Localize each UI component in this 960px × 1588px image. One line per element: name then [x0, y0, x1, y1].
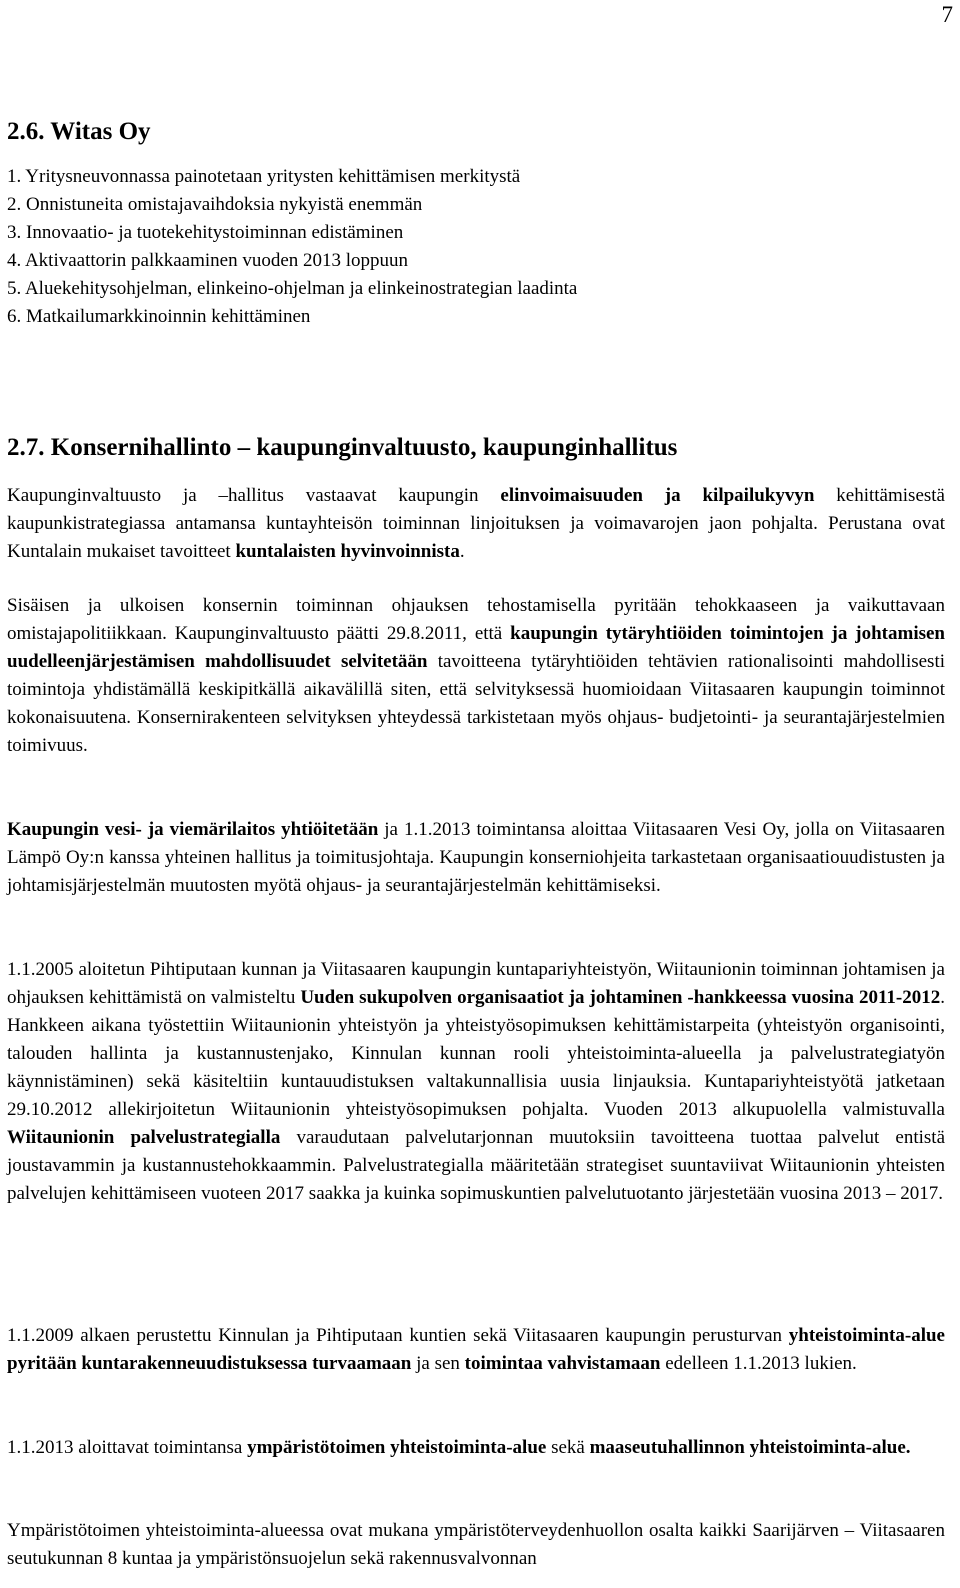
paragraph-konserniohjaus	[7, 592, 945, 760]
emphasis: maaseutuhallinnon yhteistoiminta-alue.	[589, 1437, 911, 1458]
emphasis: elinvoimaisuuden ja kilpailukyvyn	[500, 485, 815, 506]
list-item: 3. Innovaatio- ja tuotekehitystoiminnan edistäminen	[7, 222, 404, 243]
section-heading-konsernihallinto: 2.7. Konsernihallinto – kaupunginvaltuusto, kaupunginhallitus	[7, 433, 678, 461]
emphasis: Kaupungin vesi- ja viemärilaitos yhtiöitetään	[7, 819, 379, 840]
text-run: tavoitteena tytäryhtiöiden tehtävien rationalisointi mahdollisesti toimintoja yhdistämällä keskipitkällä aikavälillä siten, että selvityksessä huomioidaan Viitasaaren kaupungin toiminnot kokonaisuutena. Konsernirakenteen selvityksen yhteydessä tarkistetaan myös ohjaus- budjetointi- ja seurantajärjestelmien toimivuus.	[7, 651, 946, 756]
emphasis: kuntalaisten hyvinvoinnista	[235, 541, 460, 562]
emphasis: ympäristötoimen yhteistoiminta-alue	[247, 1437, 547, 1458]
text-run: 1.1.2013 aloittavat toimintansa	[7, 1437, 248, 1458]
paragraph-perusturva	[7, 1322, 945, 1378]
text-run: 1.1.2005 aloitetun Pihtiputaan kunnan ja Viitasaaren kaupungin kuntapariyhteistyön, Wiitaunionin toiminnan johtamisen ja ohjauksen kehittämistä on valmisteltu	[7, 959, 945, 1008]
emphasis: toimintaa vahvistamaan	[464, 1353, 661, 1374]
text-run: Ympäristötoimen yhteistoiminta-alueessa ovat mukana ympäristöterveydenhuollon osalta kaikki Saarijärven – Viitasaaren seutukunnan 8 kuntaa ja ympäristönsuojelun sekä rakennusvalvonnan	[7, 1520, 945, 1569]
paragraph-vesilaitos	[7, 816, 945, 900]
text-run: ja sen	[411, 1353, 465, 1374]
list-item: 5. Aluekehitysohjelman, elinkeino-ohjelman ja elinkeinostrategian laadinta	[7, 278, 578, 299]
list-item: 2. Onnistuneita omistajavaihdoksia nykyistä enemmän	[7, 194, 423, 215]
emphasis: Wiitaunionin palvelustrategialla	[7, 1127, 281, 1148]
goals-list	[7, 163, 577, 331]
list-item: 1. Yritysneuvonnassa painotetaan yritysten kehittämisen merkitystä	[7, 166, 521, 187]
list-item: 4. Aktivaattorin palkkaaminen vuoden 2013 loppuun	[7, 250, 409, 271]
text-run: edelleen 1.1.2013 lukien.	[660, 1353, 857, 1374]
emphasis: Uuden sukupolven organisaatiot ja johtaminen -hankkeessa vuosina 2011-2012	[300, 987, 941, 1008]
paragraph-ymparistotoimi	[7, 1517, 945, 1573]
section-heading-witas: 2.6. Witas Oy	[7, 117, 151, 145]
text-run: kehittämisestä kaupunkistrategiassa antamansa kuntayhteisön toiminnan linjoituksen ja voimavarojen jaon pohjalta. Perustana ovat Kuntalain mukaiset tavoitteet	[7, 485, 945, 562]
text-run: . Hankkeen aikana työstettiin Wiitaunionin yhteistyön ja yhteistyösopimuksen kehittämistarpeita (yhteistyön organisointi, talouden hallinta ja kustannustenjako, Kinnulan kunnan rooli yhteistoiminta-alueella ja palvelustrategiatyön käynnistäminen) sekä käsiteltiin kuntauudistuksen valtakunnallisia uusia linjauksia. Kuntapariyhteistyötä jatketaan 29.10.2012 allekirjoitetun Wiitaunionin yhteistyösopimuksen pohjalta. Vuoden 2013 alkupuolella valmistuvalla	[7, 987, 945, 1120]
text-run: sekä	[546, 1437, 590, 1458]
paragraph-yhteistoiminta-alueet	[7, 1434, 945, 1462]
text-run: Kaupunginvaltuusto ja –hallitus vastaavat kaupungin	[7, 485, 501, 506]
paragraph-elinvoima	[7, 482, 945, 566]
paragraph-wiitaunioni	[7, 956, 945, 1208]
text-run: .	[459, 541, 465, 562]
emphasis: yhteistoiminta-alue pyritään kuntarakenneuudistuksessa turvaamaan	[7, 1325, 945, 1374]
text-run: Sisäisen ja ulkoisen konsernin toiminnan ohjauksen tehostamisella pyritään tehokkaaseen ja vaikuttavaan omistajapolitiikkaan. Kaupunginvaltuusto päätti 29.8.2011, että	[7, 595, 945, 644]
list-item: 6. Matkailumarkkinoinnin kehittäminen	[7, 306, 311, 327]
text-run: 1.1.2009 alkaen perustettu Kinnulan ja Pihtiputaan kuntien sekä Viitasaaren kaupungin perusturvan	[7, 1325, 789, 1346]
text-run: ja 1.1.2013 toimintansa aloittaa Viitasaaren Vesi Oy, jolla on Viitasaaren Lämpö Oy:n kanssa yhteinen hallitus ja toimitusjohtaja. Kaupungin konserniohjeita tarkastetaan organisaatiouudistusten ja johtamisjärjestelmän muutosten myötä ohjaus- ja seurantajärjestelmän kehittämiseksi.	[7, 819, 945, 896]
emphasis: kaupungin tytäryhtiöiden toimintojen ja johtamisen uudelleenjärjestämisen mahdollisuudet selvitetään	[7, 623, 945, 672]
text-run: varaudutaan palvelutarjonnan muutoksiin tavoitteena tuottaa palvelut entistä joustavammin ja kustannustehokkaammin. Palvelustrategialla määritetään strategiset suuntaviivat Wiitaunionin yhteisten palvelujen kehittämiseen vuoteen 2017 saakka ja kuinka sopimuskuntien palvelutuotanto järjestetään vuosina 2013 – 2017.	[7, 1127, 945, 1204]
page-number: 7	[941, 2, 953, 27]
